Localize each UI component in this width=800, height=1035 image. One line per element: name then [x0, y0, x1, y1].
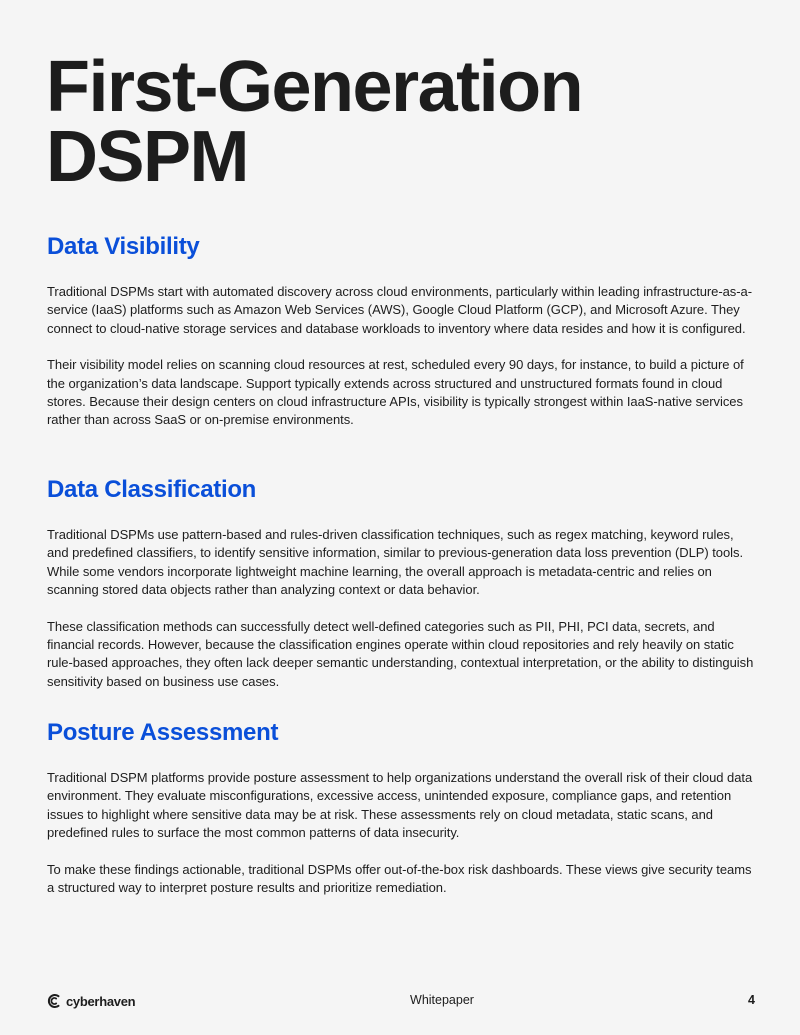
- section-data-classification: [47, 475, 757, 691]
- page-title-line-2: DSPM: [46, 117, 249, 197]
- section-heading: Data Classification: [47, 476, 257, 503]
- page-footer: [47, 990, 755, 1012]
- page-title: [46, 47, 756, 197]
- page-title-line-1: First-Generation: [46, 47, 583, 127]
- section-data-visibility: [47, 232, 757, 430]
- section-paragraph: Their visibility model relies on scanning cloud resources at rest, scheduled every 90 days, for instance, to build a picture of the organization’s data landscape. Support typically extends across structured and unstructured formats found in cloud stores. Because their design centers on cloud infrastructure APIs, visibility is typically strongest within IaaS-native services rather than across SaaS or on-premise environments.: [47, 357, 744, 428]
- section-paragraph: These classification methods can successfully detect well-defined categories such as PII, PHI, PCI data, secrets, and financial records. However, because the classification engines operate within cloud repositories and rely heavily on static rule-based approaches, they often lack deeper semantic understanding, contextual interpretation, or the ability to distinguish sensitivity based on business use cases.: [47, 618, 754, 689]
- section-heading: Posture Assessment: [47, 719, 279, 746]
- section-heading: Data Visibility: [47, 233, 200, 260]
- section-paragraph: Traditional DSPMs start with automated discovery across cloud environments, particularly within leading infrastructure-as-a-service (IaaS) platforms such as Amazon Web Services (AWS), Google Cloud Platform (GCP), and Microsoft Azure. They connect to cloud-native storage services and database workloads to inventory where data resides and how it is configured.: [47, 284, 752, 336]
- section-paragraph: To make these findings actionable, traditional DSPMs offer out-of-the-box risk dashboards. These views give security teams a structured way to interpret posture results and prioritize remediation.: [47, 861, 752, 896]
- section-posture-assessment: [47, 718, 757, 897]
- footer-document-type: Whitepaper: [410, 993, 474, 1007]
- section-paragraph: Traditional DSPM platforms provide posture assessment to help organizations understand the overall risk of their cloud data environment. They evaluate misconfigurations, excessive access, unintended exposure, compliance gaps, and retention issues to highlight where sensitive data may be at risk. These assessments rely on cloud metadata, static scans, and predefined rules to surface the most common patterns of data insecurity.: [47, 770, 753, 841]
- section-paragraph: Traditional DSPMs use pattern-based and rules-driven classification techniques, such as regex matching, keyword rules, and predefined classifiers, to identify sensitive information, similar to previous-generation data loss prevention (DLP) tools. While some vendors incorporate lightweight machine learning, the overall approach is metadata-centric and relies on scanning stored data objects rather than analyzing context or data behavior.: [47, 527, 744, 598]
- brand-logo-text: cyberhaven: [66, 993, 136, 1009]
- page-number: 4: [748, 993, 755, 1007]
